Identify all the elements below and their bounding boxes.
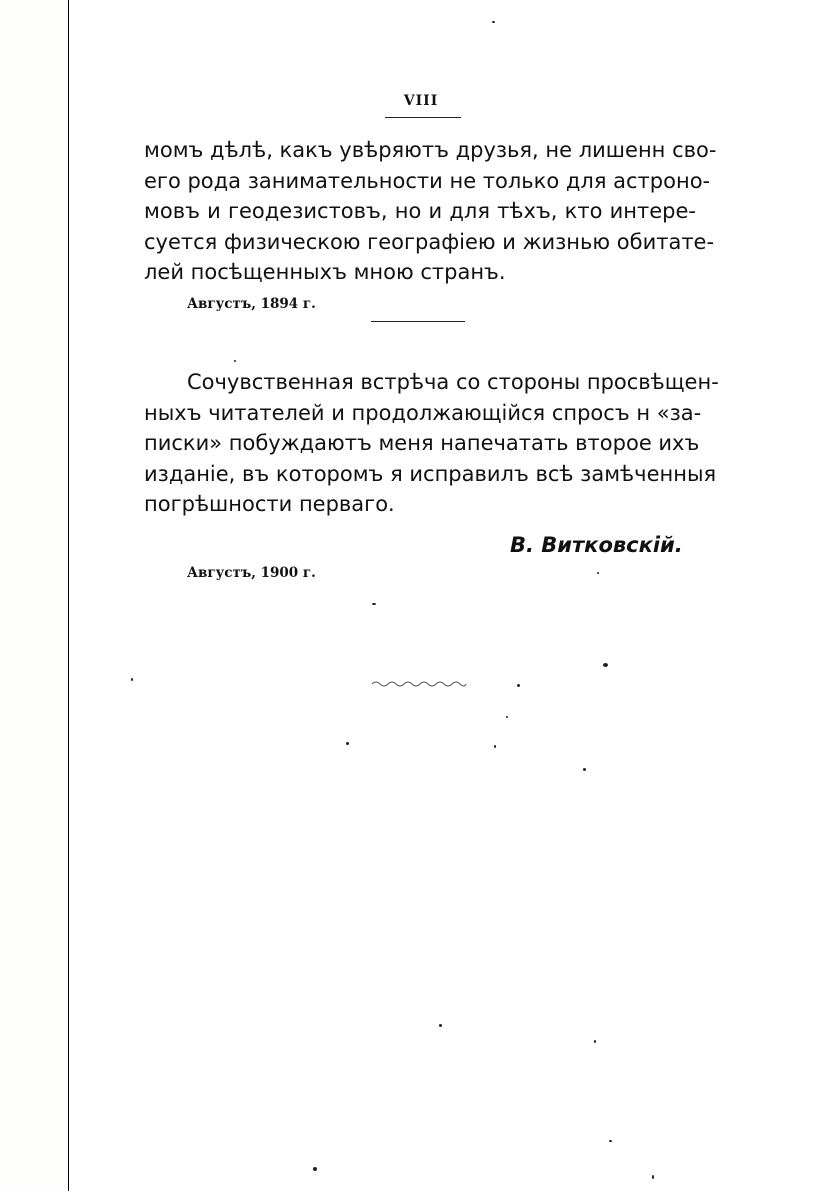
scan-speck [517,684,520,687]
scan-speck [506,716,508,718]
scan-speck [652,1175,654,1179]
scan-speck [439,1024,442,1027]
end-ornament [370,678,467,688]
scan-speck [313,1167,317,1171]
paragraph-1-line-2: его рода занимательности не только для астроно- [144,168,711,193]
scan-speck [346,742,349,745]
page-number-rule [385,117,461,118]
author-signature: В. Витковскій. [510,533,683,557]
scan-speck [492,21,495,23]
paragraph-1-line-3: мовъ и геодезистовъ, но и для тѣхъ, кто интере- [144,199,696,223]
scan-speck [609,1140,612,1142]
scan-speck [603,663,608,667]
preface-paragraph-1 [144,135,717,288]
paragraph-1-line-1: момъ дѣлѣ, какъ увѣряютъ друзья, не лишенн сво- [144,138,717,162]
dateline-1894: Августъ, 1894 г. [187,296,316,312]
scan-speck [583,768,586,771]
preface-paragraph-2 [144,367,719,520]
scan-speck [494,745,496,748]
paragraph-2-line-3: писки» побуждаютъ меня напечатать второе ихъ [144,431,700,455]
scan-speck [594,1040,596,1043]
page-number: VIII [403,93,439,109]
scan-speck [234,360,236,362]
paragraph-2-line-4: изданіе, въ которомъ я исправилъ всѣ замѣченныя [144,461,717,486]
scan-speck [131,678,133,681]
paragraph-2-line-5: погрѣшности перваго. [144,492,395,516]
paragraph-2-line-1: Сочувственная встрѣча со стороны просвѣщен- [187,370,719,394]
scan-speck [597,572,599,574]
dateline-1900: Августъ, 1900 г. [187,565,316,581]
scan-speck [372,603,376,605]
book-page [68,0,840,1191]
section-divider-rule [371,321,465,322]
paragraph-2-line-2: ныхъ читателей и продолжающійся спросъ н «за- [144,400,702,425]
paragraph-1-line-5: лей посѣщенныхъ мною странъ. [144,260,506,284]
paragraph-1-line-4: суется физическою географіею и жизнью обитате- [144,229,715,254]
